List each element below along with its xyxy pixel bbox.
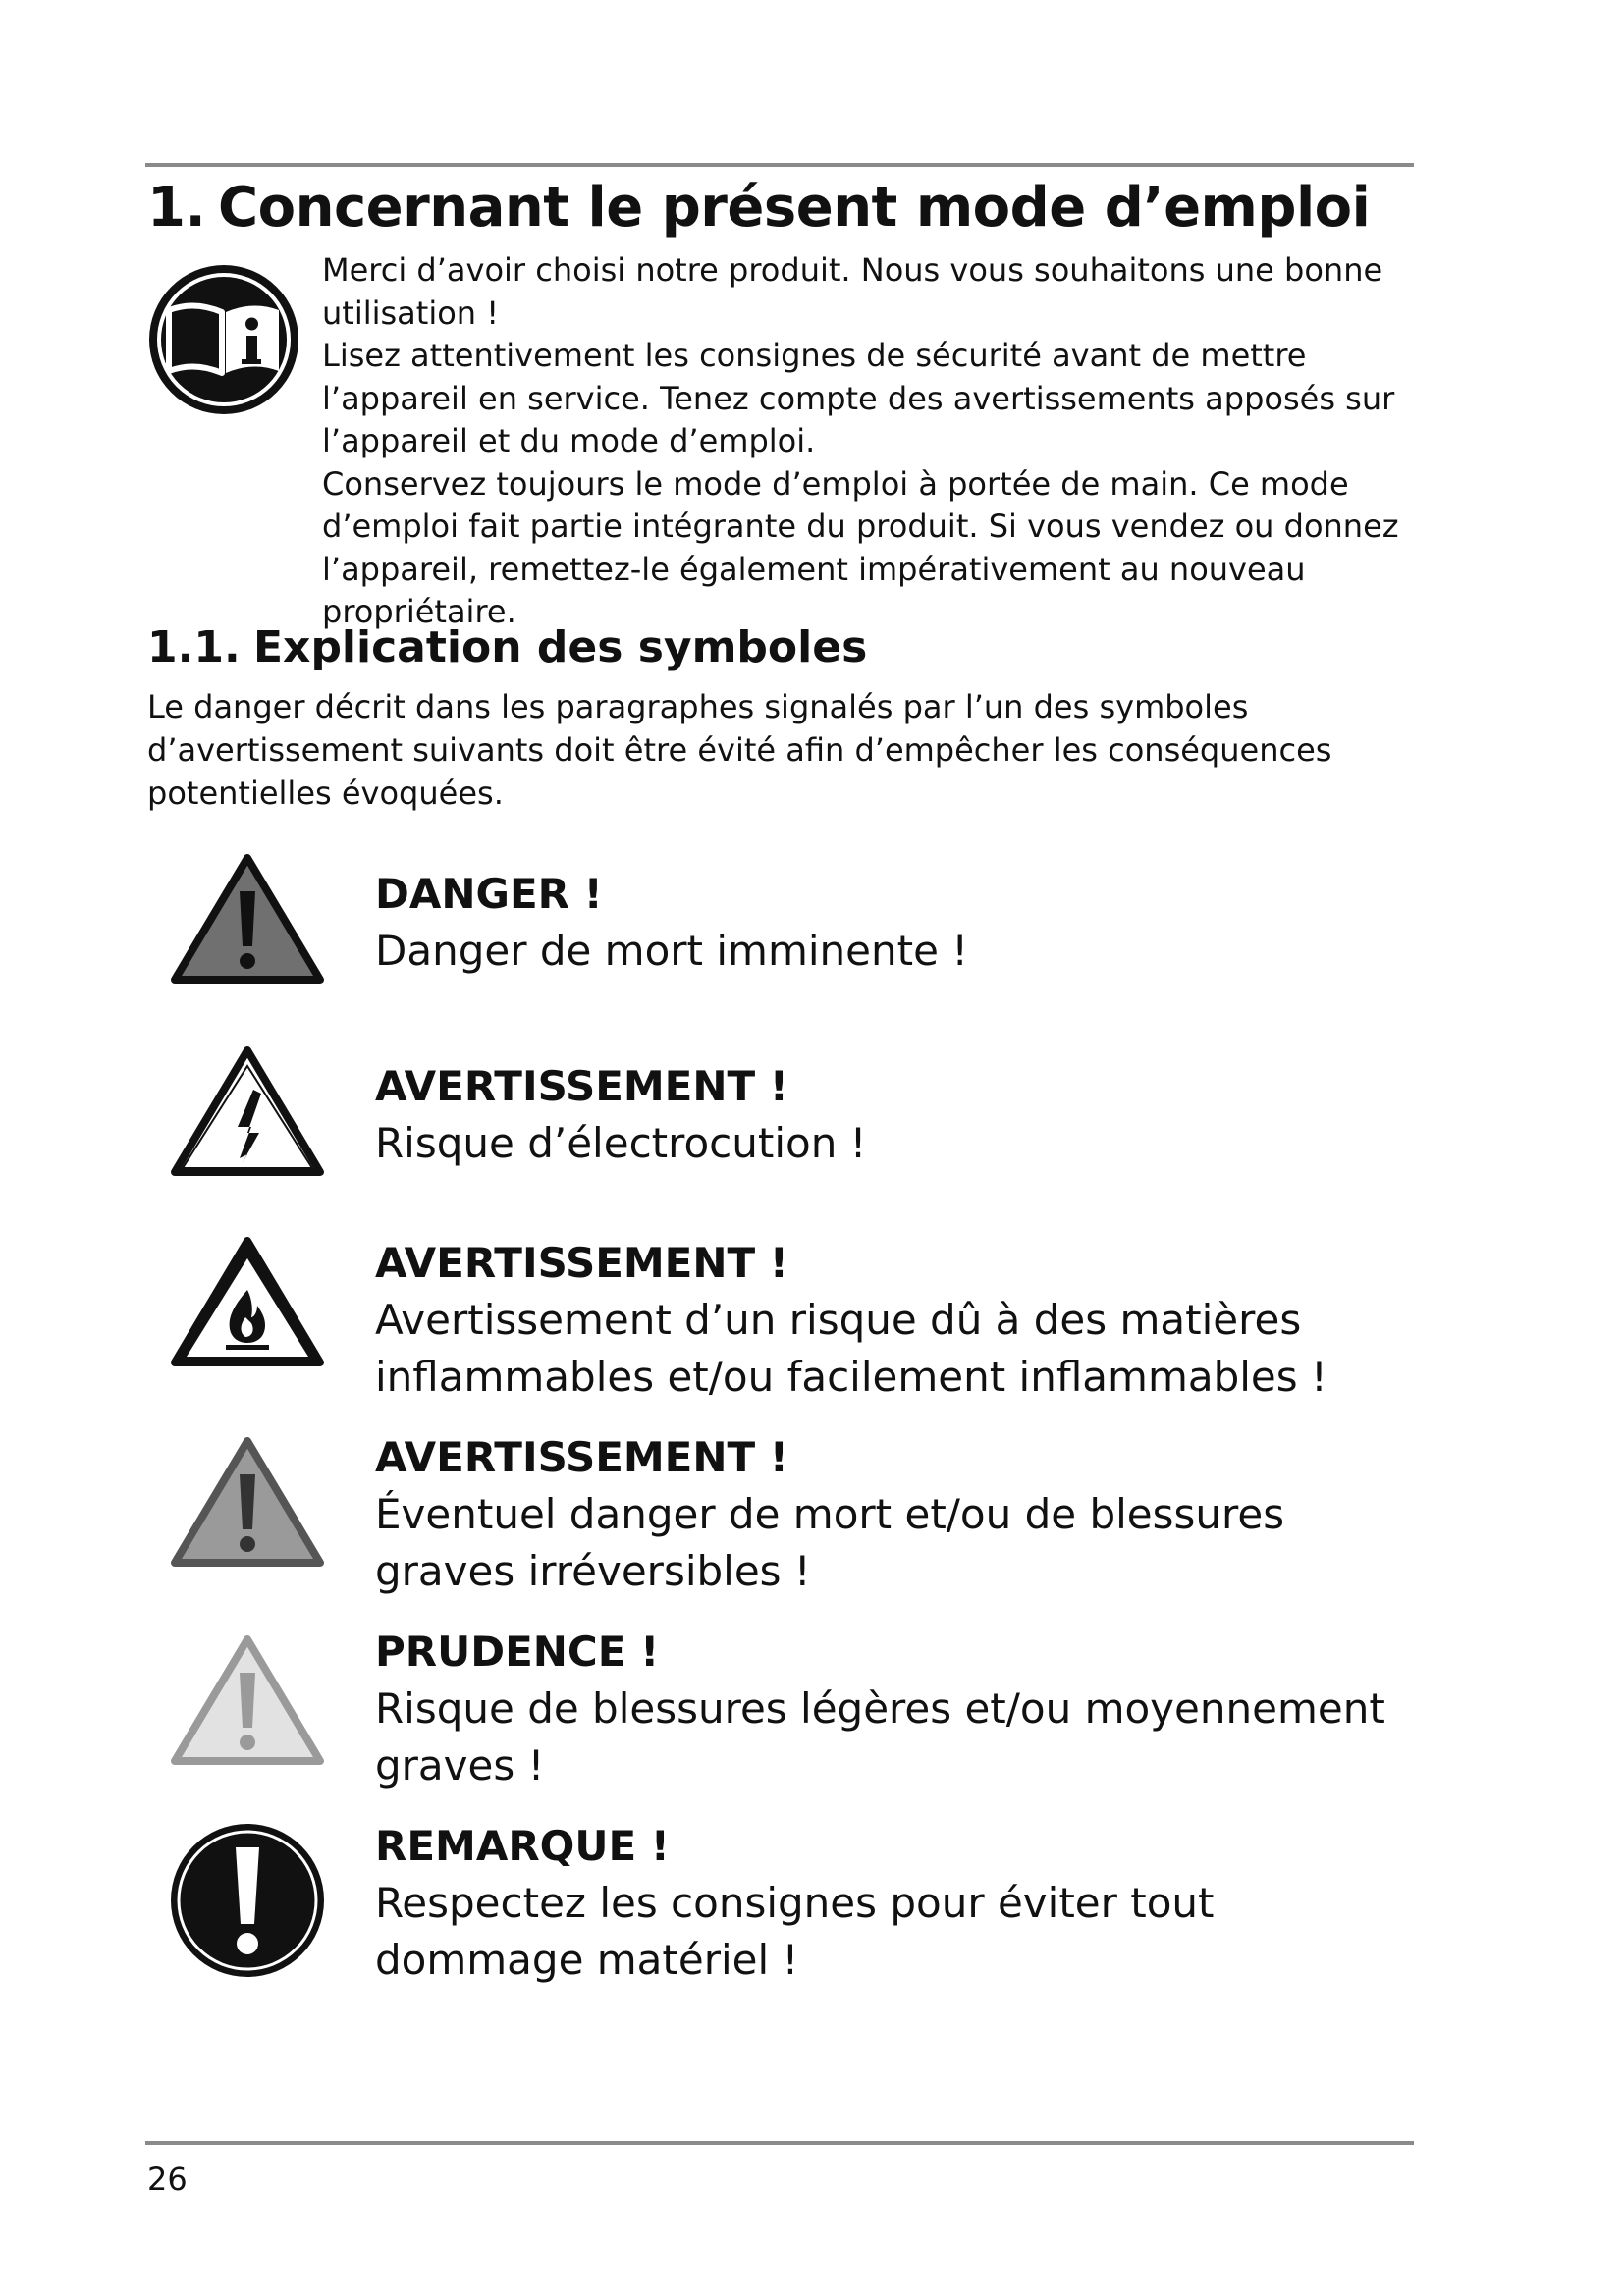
top-rule — [145, 163, 1414, 167]
symbol-description: Risque d’électrocution ! — [375, 1119, 867, 1167]
intro-text — [322, 249, 1414, 634]
symbol-description: Respectez les consignes pour éviter tout dommage matériel ! — [375, 1879, 1215, 1984]
symbol-title: AVERTISSEMENT ! — [375, 1062, 788, 1110]
subsection-heading — [147, 616, 1414, 679]
intro-paragraph: Merci d’avoir choisi notre produit. Nous vous souhaitons une bonne utilisation ! — [322, 251, 1383, 332]
caution-triangle-icon — [169, 1633, 326, 1771]
danger-triangle-icon — [169, 852, 326, 989]
notice-exclamation-icon — [169, 1822, 326, 1979]
intro-paragraph: Conservez toujours le mode d’emploi à portée de main. Ce mode d’emploi fait partie intégrante du produit. Si vous vendez ou donnez l’appareil, remettez-le également impérativement au nouveau propriétaire. — [322, 464, 1399, 630]
symbol-description: Risque de blessures légères et/ou moyennement graves ! — [375, 1684, 1385, 1789]
symbol-title: REMARQUE ! — [375, 1822, 670, 1870]
section-number: 1. — [147, 176, 206, 240]
intro-paragraph: Lisez attentivement les consignes de sécurité avant de mettre l’appareil en service. Tenez compte des avertissements apposés sur l’appareil et du mode d’emploi. — [322, 337, 1395, 459]
flammable-icon — [169, 1235, 326, 1372]
symbol-title: DANGER ! — [375, 870, 603, 918]
section-title: Concernant le présent mode d’emploi — [218, 176, 1371, 240]
subsection-number: 1.1. — [147, 622, 241, 672]
warning-triangle-icon — [169, 1435, 326, 1573]
symbol-title: PRUDENCE ! — [375, 1628, 660, 1676]
bottom-rule — [145, 2141, 1414, 2145]
section-heading — [147, 169, 1414, 247]
symbol-title: AVERTISSEMENT ! — [375, 1239, 788, 1287]
subsection-title: Explication des symboles — [253, 622, 868, 672]
symbol-title: AVERTISSEMENT ! — [375, 1433, 788, 1481]
electric-shock-icon — [169, 1044, 326, 1182]
symbol-description: Éventuel danger de mort et/ou de blessures graves irréversibles ! — [375, 1490, 1285, 1595]
symbol-description: Avertissement d’un risque dû à des matières inflammables et/ou facilement inflammables ! — [375, 1296, 1327, 1401]
symbols-explanation: Le danger décrit dans les paragraphes signalés par l’un des symboles d’avertissement suivants doit être évité afin d’empêcher les conséquences potentielles évoquées. — [147, 688, 1332, 812]
symbol-description: Danger de mort imminente ! — [375, 927, 969, 975]
page-number: 26 — [147, 2161, 188, 2198]
info-manual-icon — [147, 263, 300, 416]
